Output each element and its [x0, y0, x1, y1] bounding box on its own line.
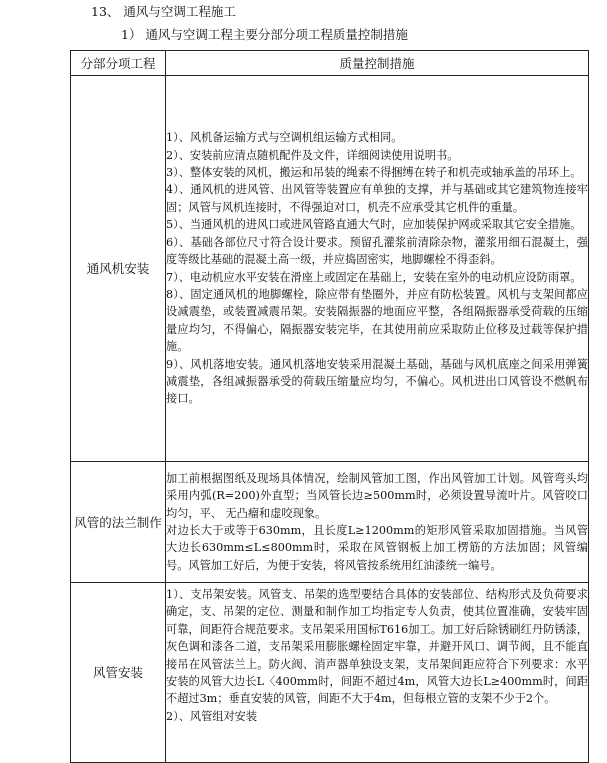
- column-header-item: 分部分项工程: [71, 51, 166, 76]
- table-row: [71, 462, 589, 583]
- section-heading: 13、 通风与空调工程施工: [91, 4, 236, 19]
- table-row: [71, 583, 589, 763]
- measures-cell: [166, 583, 589, 763]
- quality-control-table: [70, 50, 589, 763]
- measure-paragraph: 9）、风机落地安装。通风机落地安装采用混凝土基础，基础与风机底座之间采用弹簧减震垫，各组减振器承受的荷载压缩量应均匀，不偏心。风机进出口风管设不燃帆布接口。: [166, 357, 588, 406]
- table-caption: 1） 通风与空调工程主要分部分项工程质量控制措施: [121, 27, 408, 42]
- measure-paragraph: 5）、当通风机的进风口或进风管路直通大气时，应加装保护网或采取其它安全措施。: [166, 218, 582, 232]
- measure-paragraph: 3）、整体安装的风机，搬运和吊装的绳索不得捆缚在转子和机壳或轴承盖的吊环上。: [166, 166, 582, 180]
- measures-cell: [166, 462, 589, 583]
- measure-paragraph: 加工前根据图纸及现场具体情况，绘制风管加工图，作出风管加工计划。风管弯头均采用内弧(R=200)外直型；当风管长边≥500mm时，必须设置导流叶片。风管咬口均匀，平、 无凸瘤和虚咬现象。: [166, 471, 588, 520]
- measure-paragraph: 6）、基础各部位尺寸符合设计要求。预留孔灌浆前清除杂物，灌浆用细石混凝土，强度等级比基础的混凝土高一级，并应捣固密实，地脚螺栓不得歪斜。: [166, 235, 588, 267]
- measure-paragraph: 2）、风管组对安装: [166, 709, 258, 723]
- measure-paragraph: 2）、安装前应清点随机配件及文件，详细阅读使用说明书。: [166, 148, 459, 162]
- item-name-cell: 风管的法兰制作: [71, 462, 166, 583]
- measure-paragraph: 1）、支吊架安装。风管支、吊架的选型要结合具体的安装部位、结构形式及负荷要求确定，支、吊架的定位、测量和制作加工均指定专人负责，使其位置准确，安装牢固可靠，间距符合规范要求。支吊架采用国标T616加工。加工好后除锈刷红丹防锈漆，灰色调和漆各二道，支吊架采用膨胀螺栓固定牢靠，并避开风口、调节阀，且不能直接吊在风管法兰上。防火阀、消声器单独设支架，支吊架间距应符合下列要求：水平安装的风管大边长L〈400mm时，间距不超过4m，风管大边长L≥400mm时，间距不超过3m；垂直安装的风管，间距不大于4m，但每根立管的支架不少于2个。: [166, 588, 588, 706]
- table-header-row: [71, 51, 589, 76]
- item-name-cell: 通风机安装: [71, 76, 166, 462]
- measure-paragraph: 7）、电动机应水平安装在滑座上或固定在基础上，安装在室外的电动机应设防雨罩。: [166, 270, 582, 284]
- measure-paragraph: 1）、风机备运输方式与空调机组运输方式相同。: [166, 131, 403, 145]
- measures-cell: [166, 76, 589, 462]
- measure-paragraph: 4）、通风机的进风管、出风管等装置应有单独的支撑，并与基础或其它建筑物连接牢固；风管与风机连接时，不得强迫对口，机壳不应承受其它机件的重量。: [166, 183, 588, 214]
- item-name-cell: 风管安装: [71, 583, 166, 763]
- table-row: [71, 76, 589, 462]
- measure-paragraph: 8）、固定通风机的地脚螺栓，除应带有垫圈外，并应有防松装置。风机与支架间都应设减震垫，或装置减震吊架。安装隔振器的地面应平整，各组隔振器承受荷载的压缩量应均匀，不得偏心，隔振器安装完毕，在其使用前应采取防止位移及过载等保护措施。: [166, 287, 588, 354]
- column-header-measures: 质量控制措施: [166, 51, 589, 76]
- measure-paragraph: 对边长大于或等于630mm，且长度L≥1200mm的矩形风管采取加固措施。当风管大边长630mm≤L≤800mm时，采取在风管钢板上加工楞筋的方法加固；风管编号。风管加工好后，为便于安装，将风管按系统用红油漆统一编号。: [166, 524, 588, 572]
